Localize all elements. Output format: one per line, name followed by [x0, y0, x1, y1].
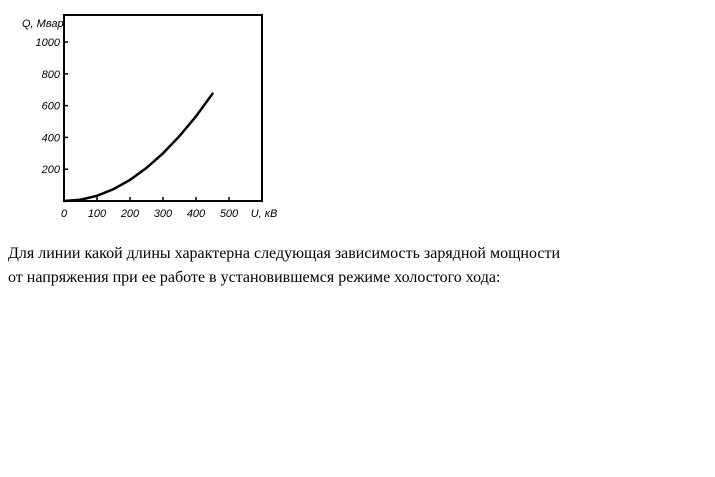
question-text [8, 242, 708, 290]
y-tick-label: 200 [41, 164, 60, 177]
y-tick-label: 800 [41, 68, 60, 81]
x-tick-label: 200 [120, 208, 140, 220]
x-axis-title: U, кВ [250, 208, 278, 220]
x-tick-label: 300 [153, 208, 173, 220]
question-line-1: Для линии какой длины характерна следующая зависимость зарядной мощности [8, 245, 561, 262]
series-line [64, 94, 213, 201]
x-tick-label: 0 [60, 208, 68, 220]
y-tick-label: 400 [41, 132, 60, 145]
y-tick-label: 1000 [35, 37, 60, 50]
y-tick-label: 600 [41, 100, 60, 113]
x-tick-label: 500 [219, 208, 239, 220]
x-tick-label: 100 [87, 208, 107, 220]
plot-frame [64, 15, 262, 201]
question-line-2: от напряжения при ее работе в установившемся режиме холостого хода: [8, 269, 501, 286]
charging-power-chart [0, 0, 300, 230]
y-axis-title: Q, Мвар [22, 18, 64, 30]
x-tick-label: 400 [186, 208, 206, 220]
